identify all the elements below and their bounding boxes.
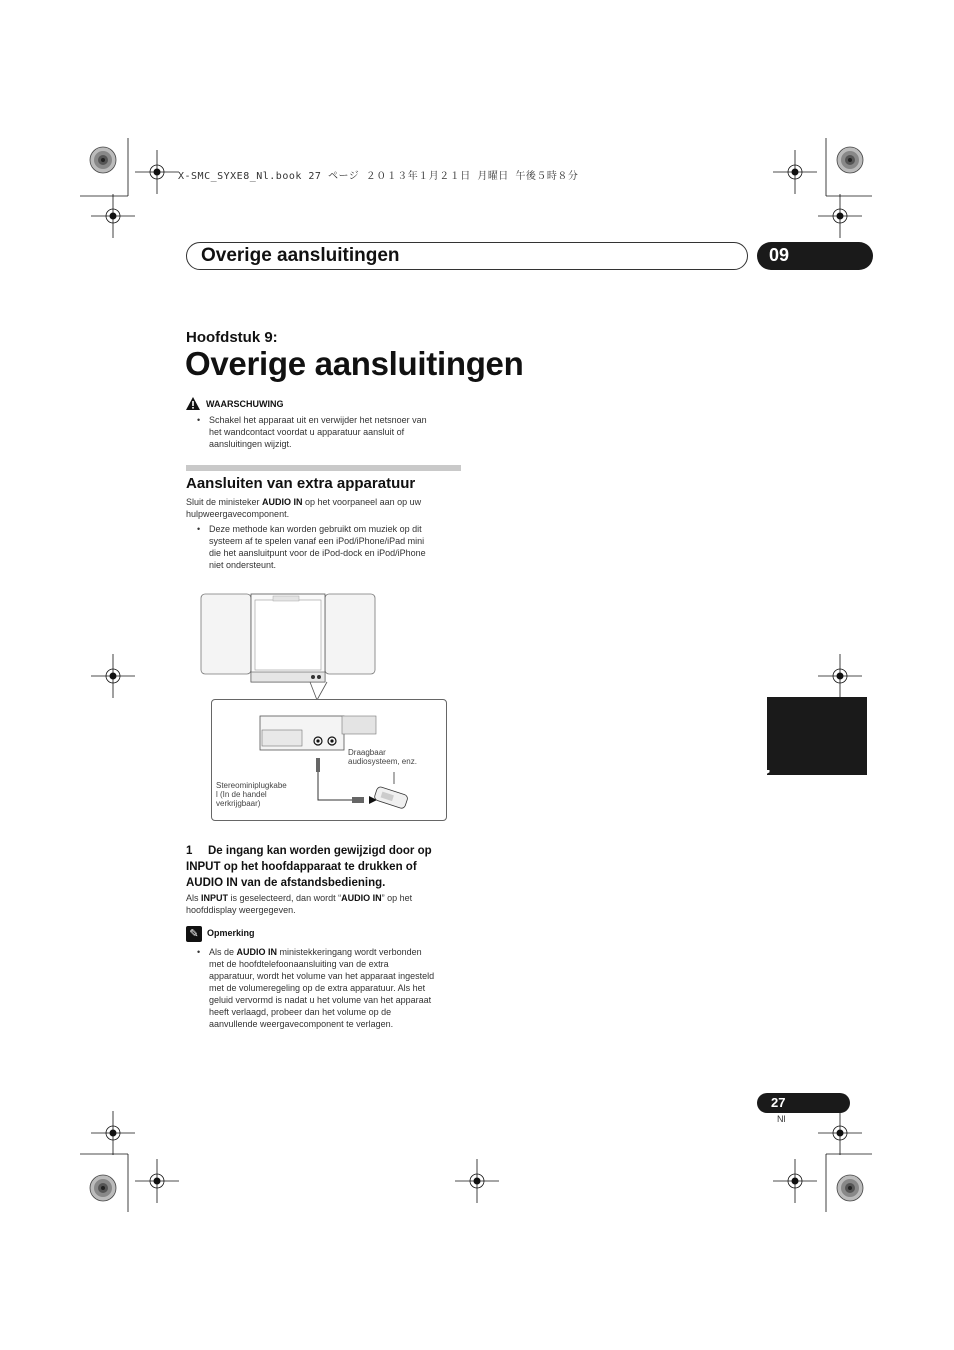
chapter-number-badge xyxy=(757,242,873,270)
section-intro xyxy=(186,496,466,520)
warning-heading-text: WAARSCHUWING xyxy=(206,399,284,409)
connection-detail-callout xyxy=(211,699,447,821)
step-line: AUDIO IN van de afstandsbediening. xyxy=(186,877,386,889)
device-illustration xyxy=(195,588,455,703)
intro-bold: AUDIO IN xyxy=(262,497,303,507)
bullet-line: die het aansluitpunt voor de iPod-dock en iPod/iPhone xyxy=(209,548,426,558)
warning-line: het wandcontact voordat u apparatuur aansluit of xyxy=(209,427,405,437)
desc-bold: INPUT xyxy=(201,893,229,903)
note-pen-icon: ✎ xyxy=(186,926,202,942)
bullet-line: systeem af te spelen vanaf een iPod/iPhone/iPad mini xyxy=(209,536,425,546)
section-divider xyxy=(186,465,461,471)
cable-label xyxy=(216,781,287,808)
page-language-code: Nl xyxy=(777,1114,786,1124)
bullet-line: Deze methode kan worden gebruikt om muziek op dit xyxy=(209,524,422,534)
intro-text: op het voorpaneel aan op uw xyxy=(302,497,422,507)
note-line: met de hoofdtelefoonaansluiting van de extra xyxy=(209,959,389,969)
page-number: 27 xyxy=(771,1095,786,1110)
chapter-label: Hoofdstuk 9: xyxy=(186,329,278,346)
warning-line: Schakel het apparaat uit en verwijder het netsnoer van xyxy=(209,415,427,425)
warning-line: aansluitingen wijzigt. xyxy=(209,439,292,449)
section-bullet: • Deze methode kan worden gebruikt om muziek op dit systeem af te spelen vanaf een iPod/iPhone/iPad mini die het aansluitpunt voor de iPod-dock en iPod/iPhone niet ondersteunt. xyxy=(209,523,469,571)
step-description xyxy=(186,892,466,916)
note-heading-text: Opmerking xyxy=(207,928,255,938)
note-line: heeft verlaagd, probeer dan het volume op de xyxy=(209,1007,392,1017)
bullet-line: niet ondersteunt. xyxy=(209,560,277,570)
warning-bullet: • Schakel het apparaat uit en verwijder het netsnoer van het wandcontact voordat u apparatuur aansluit of aansluitingen wijzigt. xyxy=(209,414,469,450)
desc-bold: AUDIO IN xyxy=(341,893,382,903)
intro-text: hulpweergavecomponent. xyxy=(186,509,290,519)
note-text: ministekkeringang wordt verbonden xyxy=(277,947,422,957)
print-file-info: X-SMC_SYXE8_Nl.book 27 ページ ２０１３年１月２１日 月曜日 午後５時８分 xyxy=(178,171,579,182)
note-line: met de volumeregeling op de extra apparatuur. Als het xyxy=(209,983,426,993)
label-line: Draagbaar xyxy=(348,748,386,757)
note-line: aanvullende weergavecomponent te verlagen. xyxy=(209,1019,394,1029)
label-line: audiosysteem, enz. xyxy=(348,757,417,766)
step-line: INPUT op het hoofdapparaat te drukken of xyxy=(186,861,417,873)
chapter-header-bar xyxy=(186,242,748,270)
step-number: 1 xyxy=(186,845,193,857)
language-tab xyxy=(757,697,867,846)
portable-device-label xyxy=(348,748,417,766)
note-text: Als de xyxy=(209,947,237,957)
warning-icon xyxy=(186,397,200,410)
header-title: Overige aansluitingen xyxy=(201,245,400,266)
note-bold: AUDIO IN xyxy=(236,947,278,957)
note-line: geluid vervormd is nadat u het volume van het apparaat xyxy=(209,995,432,1005)
section-title: Aansluiten van extra apparatuur xyxy=(186,475,416,492)
chapter-number: 09 xyxy=(769,245,790,265)
desc-text: hoofddisplay weergegeven. xyxy=(186,905,296,915)
label-line: verkrijgbaar) xyxy=(216,799,261,808)
intro-text: Sluit de ministeker xyxy=(186,497,263,507)
step-line: De ingang kan worden gewijzigd door op xyxy=(208,845,432,857)
label-line: l (In de handel xyxy=(216,790,267,799)
desc-text: ” op het xyxy=(381,893,413,903)
note-bullet: • Als de AUDIO IN ministekkeringang wordt verbonden met de hoofdtelefoonaansluiting van de extra apparatuur, wordt het volume van het apparaat ingesteld met de volumeregeling op de extra apparatuur. Als het geluid vervormd is nadat u het volume van het apparaat heeft verlaagd, probeer dan het volume op de aanvullende weergavecomponent te verlagen. xyxy=(209,946,469,1030)
step-1 xyxy=(186,843,461,891)
desc-text: Als xyxy=(186,893,202,903)
page-title: Overige aansluitingen xyxy=(185,345,524,382)
label-line: Stereominiplugkabe xyxy=(216,781,287,790)
language-tab-label: Nederlands xyxy=(757,769,773,846)
page-number-badge xyxy=(757,1093,850,1113)
desc-text: is geselecteerd, dan wordt “ xyxy=(228,893,342,903)
note-line: apparatuur, wordt het volume van het apparaat ingesteld xyxy=(209,971,435,981)
